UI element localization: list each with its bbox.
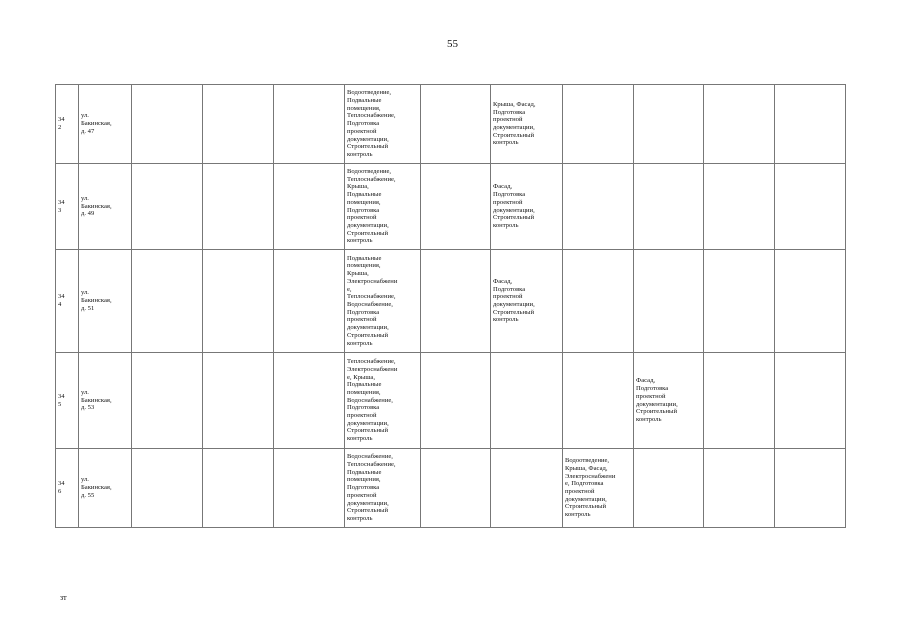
- works-cell: Фасад, Подготовка проектной документации, Строительный контроль: [491, 164, 563, 250]
- page-number: 55: [447, 38, 458, 50]
- works-cell: [563, 85, 634, 164]
- row-number: 34 2: [56, 85, 79, 164]
- table-row: [56, 250, 846, 353]
- address-cell: ул. Бакинская, д. 49: [79, 164, 132, 250]
- table-row: [56, 449, 846, 528]
- works-cell: [634, 164, 704, 250]
- table-row: [56, 353, 846, 449]
- works-cell: [634, 250, 704, 353]
- table-row: [56, 85, 846, 164]
- address-cell: ул. Бакинская, д. 55: [79, 449, 132, 528]
- works-cell: [491, 449, 563, 528]
- works-cell: Фасад, Подготовка проектной документации, Строительный контроль: [491, 250, 563, 353]
- table-row: [56, 164, 846, 250]
- works-cell: [634, 449, 704, 528]
- row-number: 34 6: [56, 449, 79, 528]
- row-number: 34 5: [56, 353, 79, 449]
- works-cell: [491, 353, 563, 449]
- repair-schedule-table: [55, 84, 846, 528]
- works-cell: Фасад, Подготовка проектной документации, Строительный контроль: [634, 353, 704, 449]
- works-cell: [563, 164, 634, 250]
- address-cell: ул. Бакинская, д. 53: [79, 353, 132, 449]
- works-cell: Теплоснабжение, Электроснабжени е, Крыша, Подвальные помещения, Водоснабжение, Подготовка проектной документации, Строительный контроль: [345, 353, 421, 449]
- address-cell: ул. Бакинская, д. 47: [79, 85, 132, 164]
- row-number: 34 3: [56, 164, 79, 250]
- address-cell: ул. Бакинская, д. 51: [79, 250, 132, 353]
- works-cell: [563, 353, 634, 449]
- row-number: 34 4: [56, 250, 79, 353]
- works-cell: [563, 250, 634, 353]
- works-cell: Водоснабжение, Теплоснабжение, Подвальные помещения, Подготовка проектной документации, Строительный контроль: [345, 449, 421, 528]
- works-cell: Крыша, Фасад, Подготовка проектной документации, Строительный контроль: [491, 85, 563, 164]
- works-cell: Водоотведение, Подвальные помещения, Теплоснабжение, Подготовка проектной документации, Строительный контроль: [345, 85, 421, 164]
- footer-mark: зт: [60, 593, 67, 602]
- works-cell: [634, 85, 704, 164]
- works-cell: Водоотведение, Крыша, Фасад, Электроснабжени е, Подготовка проектной документации, Строительный контроль: [563, 449, 634, 528]
- works-cell: Водоотведение, Теплоснабжение, Крыша, Подвальные помещения, Подготовка проектной документации, Строительный контроль: [345, 164, 421, 250]
- works-cell: Подвальные помещения, Крыша, Электроснабжени е, Теплоснабжение, Водоснабжение, Подготовка проектной документации, Строительный контроль: [345, 250, 421, 353]
